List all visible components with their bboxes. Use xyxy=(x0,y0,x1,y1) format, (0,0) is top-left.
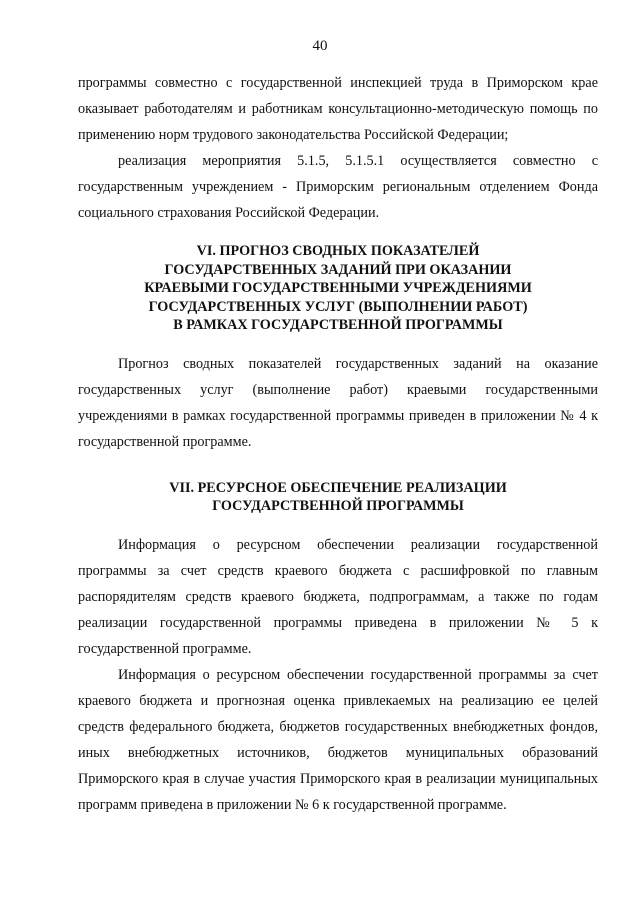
paragraph-continuation: программы совместно с государственной инспекцией труда в Приморском крае оказывает работодателям и работникам консультационно-методическую помощь по применению норм трудового законодательства Российской Федерации; xyxy=(78,75,598,143)
section-7-heading-line: ГОСУДАРСТВЕННОЙ ПРОГРАММЫ xyxy=(212,498,464,514)
section-7-paragraph-1: Информация о ресурсном обеспечении реализации государственной программы за счет средств краевого бюджета с расшифровкой по главным распорядителям средств краевого бюджета, подпрограммам, а также по годам реализации государственной программы приведена в приложении № 5 к государственной программе. xyxy=(78,536,598,657)
document-body xyxy=(78,70,598,818)
section-6-heading xyxy=(78,242,598,335)
paragraph-implementation: реализация мероприятия 5.1.5, 5.1.5.1 осуществляется совместно с государственным учреждением - Приморским региональным отделением Фонда социального страхования Российской Федерации. xyxy=(78,153,598,221)
section-7-paragraph-2: Информация о ресурсном обеспечении государственной программы за счет краевого бюджета и прогнозная оценка привлекаемых на реализацию ее целей средств федерального бюджета, бюджетов государственных внебюджетных фондов, иных внебюджетных источников, бюджетов муниципальных образований Приморского края в случае участия Приморского края в реализации муниципальных программ приведена в приложении № 6 к государственной программе. xyxy=(78,666,598,813)
page-number: 40 xyxy=(312,38,328,54)
section-6-heading-line: КРАЕВЫМИ ГОСУДАРСТВЕННЫМИ УЧРЕЖДЕНИЯМИ xyxy=(144,280,532,296)
section-6-heading-line: В РАМКАХ ГОСУДАРСТВЕННОЙ ПРОГРАММЫ xyxy=(173,317,503,333)
section-6-heading-line: ГОСУДАРСТВЕННЫХ УСЛУГ (ВЫПОЛНЕНИИ РАБОТ) xyxy=(148,298,528,315)
section-7-heading-line: VII. РЕСУРСНОЕ ОБЕСПЕЧЕНИЕ РЕАЛИЗАЦИИ xyxy=(169,479,507,496)
section-7-heading xyxy=(78,479,598,516)
section-6-heading-line: ГОСУДАРСТВЕННЫХ ЗАДАНИЙ ПРИ ОКАЗАНИИ xyxy=(164,261,512,278)
section-6-paragraph: Прогноз сводных показателей государственных заданий на оказание государственных услуг (выполнение работ) краевыми государственными учреждениями в рамках государственной программы приведен в приложении № 4 к государственной программе. xyxy=(78,355,598,450)
section-6-heading-line: VI. ПРОГНОЗ СВОДНЫХ ПОКАЗАТЕЛЕЙ xyxy=(196,243,480,259)
